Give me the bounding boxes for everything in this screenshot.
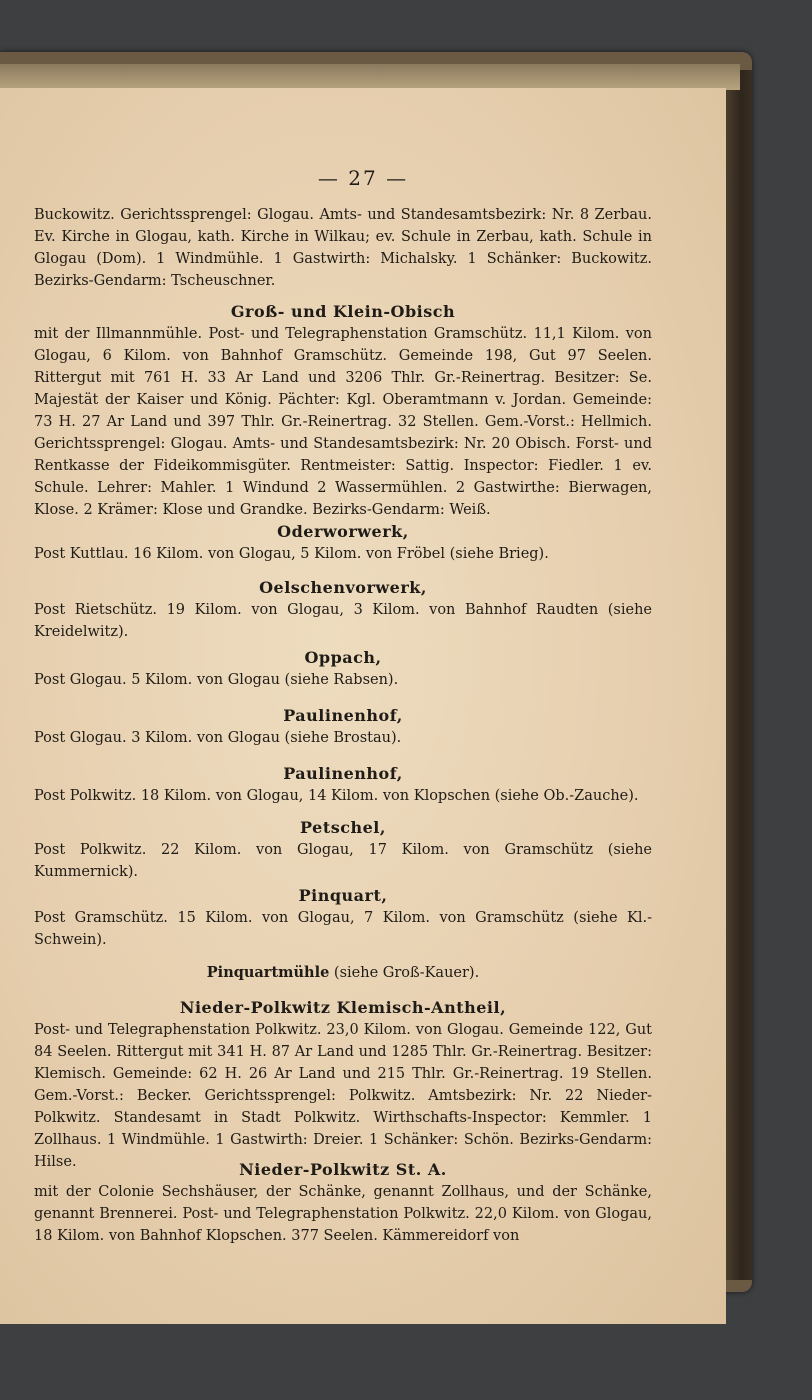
entry-oppach — [34, 648, 652, 691]
book-page — [0, 88, 726, 1324]
entry-heading: Nieder-Polkwitz St. A. — [239, 1160, 447, 1179]
entry-text: Post Polkwitz. 18 Kilom. von Glogau, 14 Kilom. von Klopschen (siehe Ob.-Zauche). — [34, 788, 639, 804]
entry-text: Post Rietschütz. 19 Kilom. von Glogau, 3 Kilom. von Bahnhof Raudten (siehe Kreidelwitz). — [34, 602, 652, 640]
entry-text: Post- und Telegraphenstation Polkwitz. 23,0 Kilom. von Glogau. Gemeinde 122, Gut 84 Seelen. Rittergut mit 341 H. 87 Ar Land und 1285 Thlr. Gr.-Reinertrag. Besitzer: Klemisch. Gemeinde: 62 H. 26 Ar Land und 215 Thlr. Gr.-Reinertrag. 19 Stellen. Gem.-Vorst.: Becker. Gerichtssprengel: Polkwitz. Amtsbezirk: Nr. 22 Nieder-Polkwitz. Standesamt in Stadt Polkwitz. Wirthschafts-Inspector: Kemmler. 1 Zollhaus. 1 Windmühle. 1 Gastwirth: Dreier. 1 Schänker: Schön. Bezirks-Gendarm: Hilse. — [34, 1022, 652, 1170]
entry-heading: Oppach, — [304, 648, 382, 667]
entry-heading: Petschel, — [300, 818, 386, 837]
entry-text: Post Gramschütz. 15 Kilom. von Glogau, 7 Kilom. von Gramschütz (siehe Kl.-Schwein). — [34, 910, 652, 948]
page-stack-top — [0, 64, 740, 90]
entry-heading: Oderworwerk, — [277, 522, 409, 541]
entry-pinquartmuehle — [34, 962, 652, 984]
book-spine — [726, 70, 752, 1280]
entry-buckowitz — [34, 204, 652, 292]
entry-oderworwerk — [34, 522, 652, 565]
entry-heading: Nieder-Polkwitz Klemisch-Antheil, — [179, 998, 507, 1017]
entry-text: Buckowitz. Gerichtssprengel: Glogau. Amts- und Standesamtsbezirk: Nr. 8 Zerbau. Ev. Kirche in Glogau, kath. Kirche in Wilkau; ev. Schule in Zerbau, kath. Schule in Glogau (Dom). 1 Windmühle. 1 Gastwirth: Michalsky. 1 Schänker: Buckowitz. Bezirks-Gendarm: Tscheuschner. — [34, 207, 652, 289]
entry-heading: Pinquartmühle — [206, 964, 330, 981]
entry-petschel — [34, 818, 652, 883]
entry-heading: Paulinenhof, — [283, 764, 403, 783]
entry-oelschenvorwerk — [34, 578, 652, 643]
page-number: — 27 — — [317, 166, 409, 190]
entry-text: mit der Colonie Sechshäuser, der Schänke, genannt Zollhaus, und der Schänke, genannt Brennerei. Post- und Telegraphenstation Polkwitz. 22,0 Kilom. von Glogau, 18 Kilom. von Bahnhof Klopschen. 377 Seelen. Kämmereidorf von — [34, 1184, 652, 1244]
entry-text: Post Polkwitz. 22 Kilom. von Glogau, 17 Kilom. von Gramschütz (siehe Kummernick). — [34, 842, 652, 880]
entry-paulinenhof-2 — [34, 764, 652, 807]
entry-pinquart — [34, 886, 652, 951]
entry-heading: Oelschenvorwerk, — [259, 578, 427, 597]
entry-heading: Pinquart, — [298, 886, 388, 905]
entry-text-line — [34, 962, 652, 984]
entry-heading: Paulinenhof, — [283, 706, 403, 725]
entry-nieder-polkwitz-klemisch — [34, 998, 652, 1173]
entry-text: Post Kuttlau. 16 Kilom. von Glogau, 5 Kilom. von Fröbel (siehe Brieg). — [34, 546, 549, 562]
entry-text: Post Glogau. 5 Kilom. von Glogau (siehe Rabsen). — [34, 672, 399, 688]
entry-text: Post Glogau. 3 Kilom. von Glogau (siehe Brostau). — [34, 730, 402, 746]
entry-text: mit der Illmannmühle. Post- und Telegraphenstation Gramschütz. 11,1 Kilom. von Glogau, 6 Kilom. von Bahnhof Gramschütz. Gemeinde 198, Gut 97 Seelen. Rittergut mit 761 H. 33 Ar Land und 3206 Thlr. Gr.-Reinertrag. Besitzer: Se. Majestät der Kaiser und König. Pächter: Kgl. Oberamtmann v. Jordan. Gemeinde: 73 H. 27 Ar Land und 397 Thlr. Gr.-Reinertrag. 32 Stellen. Gem.-Vorst.: Hellmich. Gerichtssprengel: Glogau. Amts- und Standesamtsbezirk: Nr. 20 Obisch. Forst- und Rentkasse der Fideikommisgüter. Rentmeister: Sattig. Inspector: Fiedler. 1 ev. Schule. Lehrer: Mahler. 1 Windund 2 Wassermühlen. 2 Gastwirthe: Bierwagen, Klose. 2 Krämer: Klose und Grandke. Bezirks-Gendarm: Weiß. — [34, 326, 652, 518]
entry-heading: Groß- und Klein-Obisch — [230, 302, 456, 321]
entry-nieder-polkwitz-st-a — [34, 1160, 652, 1247]
entry-paulinenhof-1 — [34, 706, 652, 749]
entry-text: (siehe Groß-Kauer). — [333, 965, 480, 981]
entry-obisch — [34, 302, 652, 521]
